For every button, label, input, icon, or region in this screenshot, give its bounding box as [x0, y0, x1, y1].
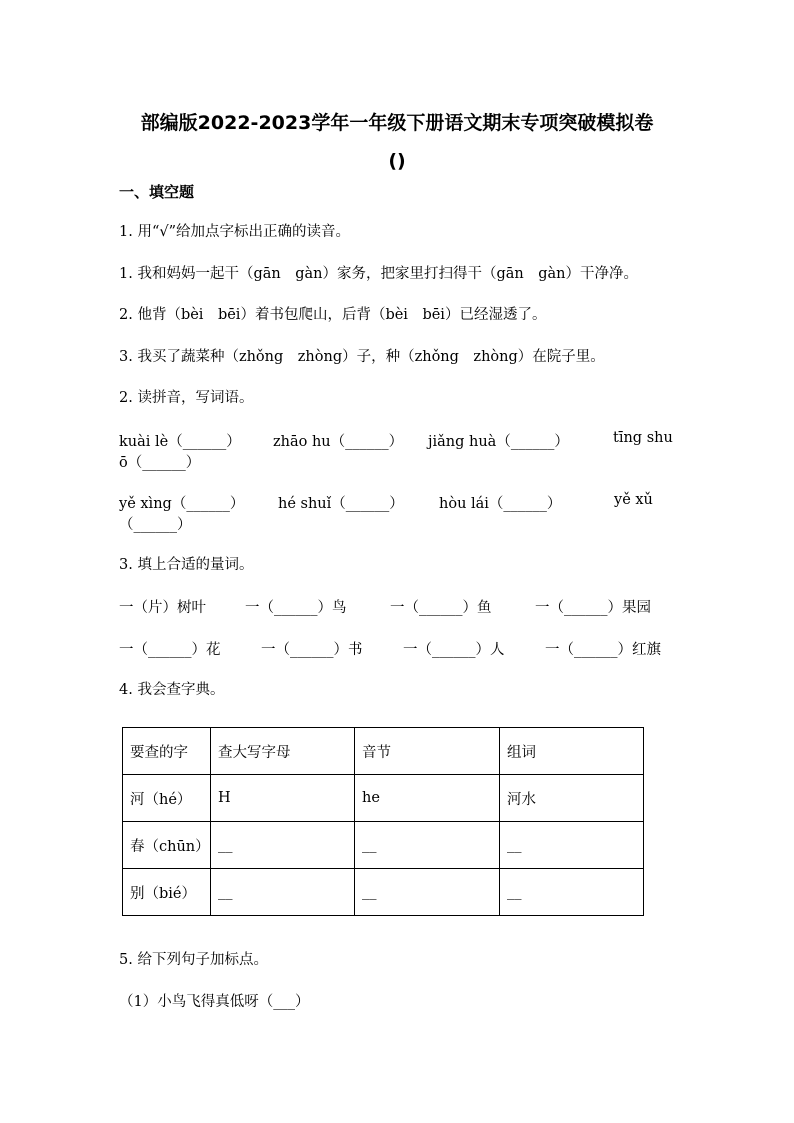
table-header-cell: 组词: [500, 728, 644, 775]
question-1-item-2: 2. 他背（bèi bēi）着书包爬山，后背（bèi bēi）已经湿透了。: [119, 307, 547, 323]
table-cell: H: [211, 775, 355, 822]
question-5-item-1: （1）小鸟飞得真低呀（___）: [119, 994, 310, 1010]
table-row: [123, 775, 644, 822]
answer-blank[interactable]: __: [355, 822, 500, 869]
pinyin-item: zhāo hu（______）: [273, 434, 404, 450]
pinyin-item: yě xǔ: [614, 492, 653, 508]
pinyin-item: hé shuǐ（______）: [278, 496, 404, 512]
question-5-stem: 5. 给下列句子加标点。: [119, 952, 268, 968]
measure-word-item: 一（______）花: [119, 642, 221, 658]
measure-word-item: 一（______）鱼: [390, 600, 492, 616]
table-header-row: [123, 728, 644, 775]
answer-blank[interactable]: __: [355, 869, 500, 916]
pinyin-item: kuài lè（______）: [119, 434, 241, 450]
table-cell: 春（chūn）: [123, 822, 211, 869]
answer-blank[interactable]: __: [500, 822, 644, 869]
question-1-stem: 1. 用“√”给加点字标出正确的读音。: [119, 224, 351, 240]
measure-word-item: 一（______）果园: [535, 600, 651, 616]
table-cell: 河（hé）: [123, 775, 211, 822]
dictionary-table: [122, 727, 644, 916]
question-3-stem: 3. 填上合适的量词。: [119, 557, 254, 573]
pinyin-item-wrap: ō（______）: [119, 455, 201, 471]
question-2-stem: 2. 读拼音，写词语。: [119, 390, 254, 406]
answer-blank[interactable]: __: [211, 869, 355, 916]
question-1-item-1: 1. 我和妈妈一起干（gān gàn）家务，把家里打扫得干（gān gàn）干净净。: [119, 266, 639, 282]
measure-word-item: 一（______）人: [403, 642, 505, 658]
table-row: [123, 822, 644, 869]
answer-blank[interactable]: __: [211, 822, 355, 869]
table-header-cell: 查大写字母: [211, 728, 355, 775]
measure-word-item: 一（______）鸟: [245, 600, 347, 616]
pinyin-item: jiǎng huà（______）: [428, 434, 569, 450]
page-subtitle: (): [388, 150, 406, 172]
table-cell: 河水: [500, 775, 644, 822]
measure-word-item: 一（______）书: [261, 642, 363, 658]
pinyin-item: yě xìng（______）: [119, 496, 245, 512]
pinyin-item: tīng shu: [613, 430, 673, 446]
table-cell: 别（bié）: [123, 869, 211, 916]
page-title: 部编版2022-2023学年一年级下册语文期末专项突破模拟卷: [140, 112, 654, 134]
question-1-item-3: 3. 我买了蔬菜种（zhǒng zhòng）子，种（zhǒng zhòng）在院子里。: [119, 349, 605, 365]
question-4-stem: 4. 我会查字典。: [119, 682, 225, 698]
section-heading: 一、填空题: [119, 183, 195, 201]
pinyin-item-wrap: （______）: [119, 517, 192, 533]
table-cell: he: [355, 775, 500, 822]
table-header-cell: 要查的字: [123, 728, 211, 775]
pinyin-item: hòu lái（______）: [439, 496, 562, 512]
measure-word-item: 一（______）红旗: [545, 642, 661, 658]
table-header-cell: 音节: [355, 728, 500, 775]
table-row: [123, 869, 644, 916]
measure-word-item: 一（片）树叶: [119, 600, 206, 616]
answer-blank[interactable]: __: [500, 869, 644, 916]
